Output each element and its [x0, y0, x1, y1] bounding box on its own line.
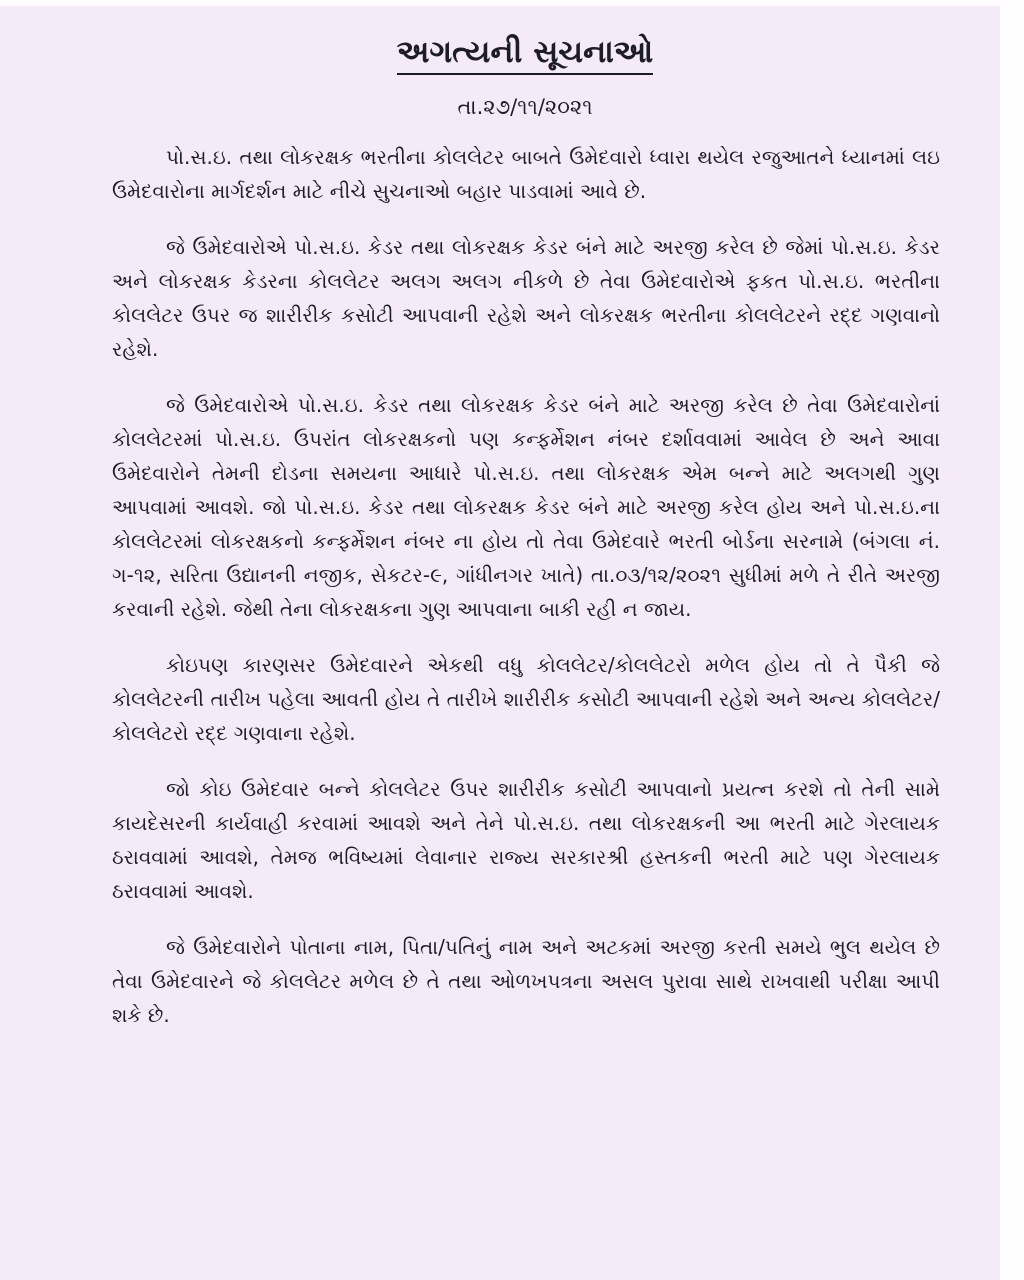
document-date: તા.૨૭/૧૧/૨૦૨૧: [457, 95, 593, 119]
paragraph-name-correction: જે ઉમેદવારોને પોતાના નામ, પિતા/પતિનું નામ અને અટકમાં અરજી કરતી સમયે ભુલ થયેલ છે તેવા ઉમેદવારને જે કોલલેટર મળેલ છે તે તથા ઓળખપત્રના અસલ પુરાવા સાથે રાખવાથી પરીક્ષા આપી શકે છે.: [112, 935, 940, 1027]
document-body: [112, 140, 940, 1054]
paragraph-disqualification: જો કોઇ ઉમેદવાર બન્ને કોલલેટર ઉપર શારીરીક કસોટી આપવાનો પ્રયત્ન કરશે તો તેની સામે કાયદેસરની કાર્યવાહી કરવામાં આવશે અને તેને પો.સ.ઇ. તથા લોકરક્ષકની આ ભરતી માટે ગેરલાયક ઠરાવવામાં આવશે, તેમજ ભવિષ્યમાં લેવાનાર રાજ્ય સરકારશ્રી હસ્તકની ભરતી માટે પણ ગેરલાયક ઠરાવવામાં આવશે.: [112, 777, 940, 903]
document-page: [0, 6, 1000, 1280]
paragraph-confirmation-number: જે ઉમેદવારોએ પો.સ.ઇ. કેડર તથા લોકરક્ષક કેડર બંને માટે અરજી કરેલ છે તેવા ઉમેદવારોનાં કોલલેટરમાં પો.સ.ઇ. ઉપરાંત લોકરક્ષકનો પણ કન્ફર્મેશન નંબર દર્શાવવામાં આવેલ છે અને આવા ઉમેદવારોને તેમની દોડના સમયના આધારે પો.સ.ઇ. તથા લોકરક્ષક એમ બન્ને માટે અલગથી ગુણ આપવામાં આવશે. જો પો.સ.ઇ. કેડર તથા લોકરક્ષક કેડર બંને માટે અરજી કરેલ હોય અને પો.સ.ઇ.ના કોલલેટરમાં લોકરક્ષકનો કન્ફર્મેશન નંબર ના હોય તો તેવા ઉમેદવારે ભરતી બોર્ડના સરનામે (બંગલા નં. ગ-૧૨, સરિતા ઉદ્યાનની નજીક, સેકટર-૯, ગાંધીનગર ખાતે) તા.૦૩/૧૨/૨૦૨૧ સુધીમાં મળે તે રીતે અરજી કરવાની રહેશે. જેથી તેના લોકરક્ષકના ગુણ આપવાના બાકી રહી ન જાય.: [112, 393, 940, 621]
document-title: [0, 34, 1024, 75]
scan-margin: [1000, 0, 1024, 1280]
paragraph-psi-callletter: જે ઉમેદવારોએ પો.સ.ઇ. કેડર તથા લોકરક્ષક કેડર બંને માટે અરજી કરેલ છે જેમાં પો.સ.ઇ. કેડર અને લોકરક્ષક કેડરના કોલલેટર અલગ અલગ નીકળે છે તેવા ઉમેદવારોએ ફકત પો.સ.ઇ. ભરતીના કોલલેટર ઉપર જ શારીરીક કસોટી આપવાની રહેશે અને લોકરક્ષક ભરતીના કોલલેટરને રદ્દ ગણવાનો રહેશે.: [112, 235, 940, 361]
paragraph-intro: પો.સ.ઇ. તથા લોકરક્ષક ભરતીના કોલલેટર બાબતે ઉમેદવારો ધ્વારા થયેલ રજુઆતને ધ્યાનમાં લઇ ઉમેદવારોના માર્ગદર્શન માટે નીચે સુચનાઓ બહાર પાડવામાં આવે છે.: [112, 145, 940, 203]
title-text: અગત્યની સૂચનાઓ: [397, 34, 653, 75]
paragraph-multiple-callletters: કોઇપણ કારણસર ઉમેદવારને એકથી વધુ કોલલેટર/કોલલેટરો મળેલ હોય તો તે પૈકી જે કોલલેટરની તારીખ પહેલા આવતી હોય તે તારીખે શારીરીક કસોટી આપવાની રહેશે અને અન્ય કોલલેટર/કોલલેટરો રદ્દ ગણવાના રહેશે.: [112, 653, 940, 745]
